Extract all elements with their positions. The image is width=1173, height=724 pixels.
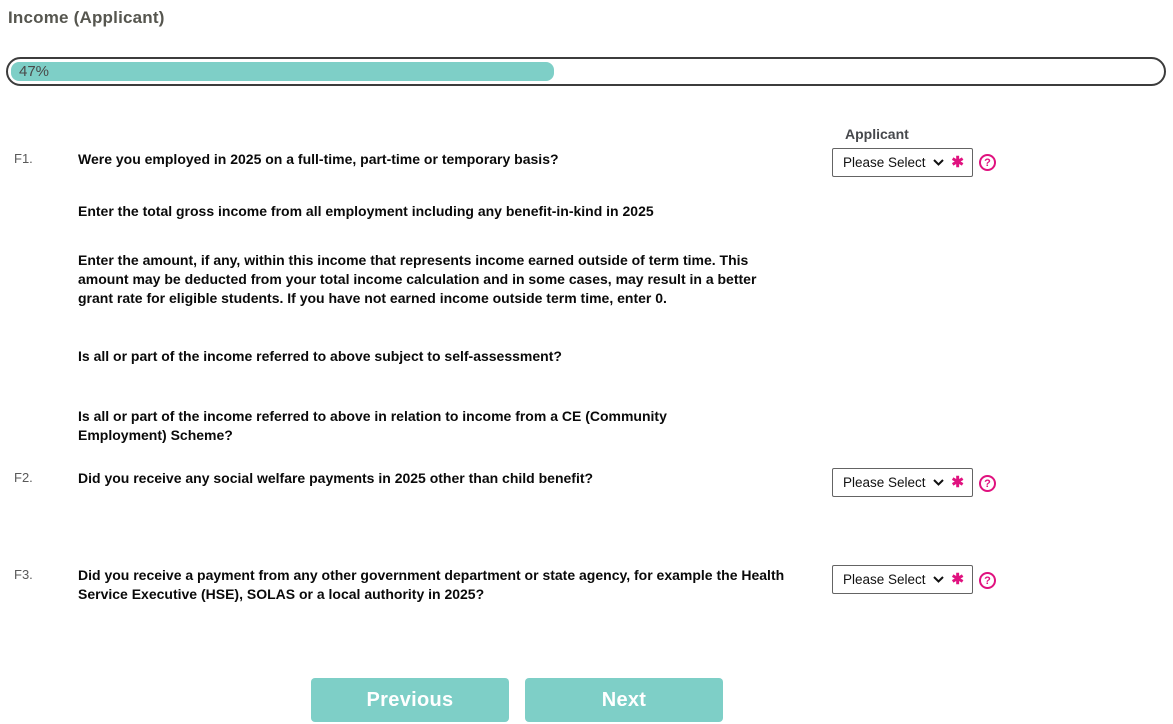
f1-applicant-select[interactable] — [832, 148, 973, 177]
required-asterisk-icon: ✱ — [951, 154, 964, 171]
required-asterisk-icon: ✱ — [951, 474, 964, 491]
applicant-column-header: Applicant — [845, 126, 909, 142]
question-number-f2: F2. — [14, 470, 33, 485]
question-mark-glyph: ? — [984, 477, 991, 490]
f1-help-icon[interactable] — [979, 154, 996, 171]
question-text-f2: Did you receive any social welfare payments in 2025 other than child benefit? — [78, 470, 594, 486]
f3-help-icon[interactable] — [979, 572, 996, 589]
question-text-f1: Were you employed in 2025 on a full-time, part-time or temporary basis? — [78, 151, 559, 167]
question-mark-glyph: ? — [984, 156, 991, 169]
chevron-down-icon — [933, 159, 944, 166]
chevron-down-icon — [933, 576, 944, 583]
f2-select-value: Please Select — [843, 475, 926, 490]
f1-subquestion-ce-scheme: Is all or part of the income referred to above in relation to income from a CE (Community Employment) Scheme? — [78, 408, 667, 443]
page-title: Income (Applicant) — [8, 8, 165, 27]
f1-subquestion-self-assessment: Is all or part of the income referred to above subject to self-assessment? — [78, 348, 562, 364]
required-asterisk-icon: ✱ — [951, 571, 964, 588]
f2-applicant-select[interactable] — [832, 468, 973, 497]
progress-bar — [6, 57, 1166, 86]
chevron-down-icon — [933, 479, 944, 486]
next-button[interactable]: Next — [525, 678, 723, 722]
f1-subquestion-gross-income: Enter the total gross income from all employment including any benefit-in-kind in 2025 — [78, 203, 654, 219]
previous-button[interactable]: Previous — [311, 678, 509, 722]
f3-select-value: Please Select — [843, 572, 926, 587]
question-number-f1: F1. — [14, 151, 33, 166]
question-text-f3: Did you receive a payment from any other government department or state agency, for example the Health Service Executive (HSE), SOLAS or a local authority in 2025? — [78, 567, 785, 602]
progress-fill — [11, 62, 554, 81]
progress-percent-label: 47% — [19, 63, 50, 80]
f3-applicant-select[interactable] — [832, 565, 973, 594]
question-mark-glyph: ? — [984, 574, 991, 587]
question-number-f3: F3. — [14, 567, 33, 582]
f1-subquestion-term-time: Enter the amount, if any, within this income that represents income earned outside of term time. This amount may be deducted from your total income calculation and in some cases, may result in a better grant rate for eligible students. If you have not earned income outside term time, enter 0. — [78, 252, 757, 306]
f2-help-icon[interactable] — [979, 475, 996, 492]
f1-select-value: Please Select — [843, 155, 926, 170]
